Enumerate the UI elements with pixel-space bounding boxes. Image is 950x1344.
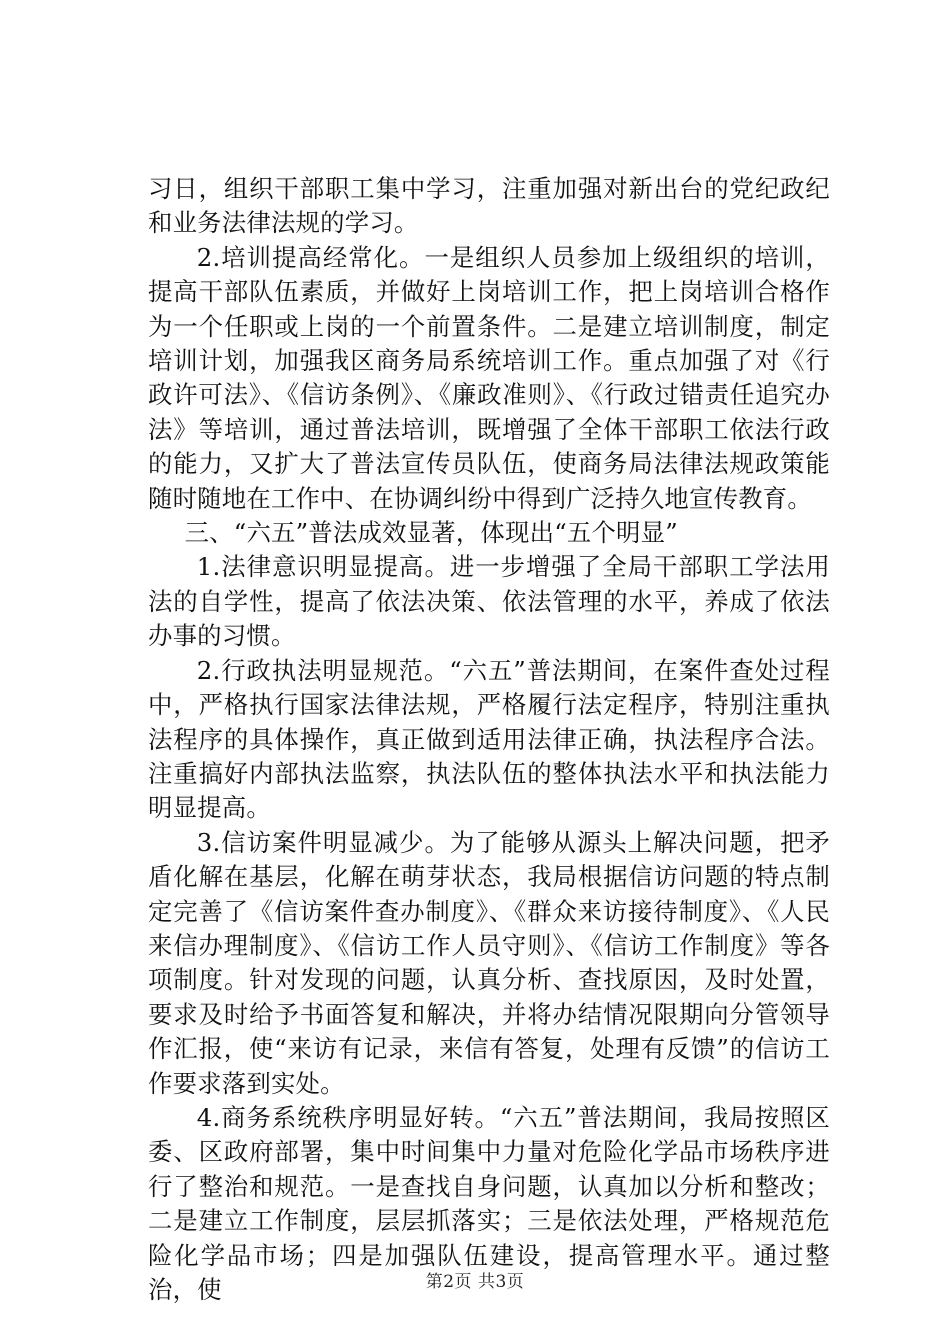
paragraph-legal-awareness: 1.法律意识明显提高。进一步增强了全局干部职工学法用法的自学性，提高了依法决策、依法管理的水平，养成了依法办事的习惯。 — [148, 552, 830, 651]
document-body — [148, 172, 830, 1307]
paragraph-commerce-order: 4.商务系统秩序明显好转。“六五”普法期间，我局按照区委、区政府部署，集中时间集中力量对危险化学品市场秩序进行了整治和规范。一是查找自身问题，认真加以分析和整改；二是建立工作制度，层层抓落实；三是依法处理，严格规范危险化学品市场；四是加强队伍建设，提高管理水平。通过整治，使 — [148, 1102, 830, 1304]
paragraph-law-enforcement: 2.行政执法明显规范。“六五”普法期间，在案件查处过程中，严格执行国家法律法规，严格履行法定程序，特别注重执法程序的具体操作，真正做到适用法律正确，执法程序合法。注重搞好内部执法监察，执法队伍的整体执法水平和执法能力明显提高。 — [148, 655, 830, 823]
paragraph-petition-cases: 3.信访案件明显减少。为了能够从源头上解决问题，把矛盾化解在基层，化解在萌芽状态，我局根据信访问题的特点制定完善了《信访案件查办制度》、《群众来访接待制度》、《人民来信办理制度》、《信访工作人员守则》、《信访工作制度》等各项制度。针对发现的问题，认真分析、查找原因，及时处置，要求及时给予书面答复和解决，并将办结情况限期向分管领导作汇报，使“来访有记录，来信有答复，处理有反馈”的信访工作要求落到实处。 — [148, 827, 830, 1098]
paragraph-continuation: 习日，组织干部职工集中学习，注重加强对新出台的党纪政纪和业务法律法规的学习。 — [148, 174, 830, 238]
section-heading: 三、“六五”普法成效显著，体现出“五个明显” — [184, 518, 678, 548]
paragraph-training: 2.培训提高经常化。一是组织人员参加上级组织的培训，提高干部队伍素质，并做好上岗培训工作，把上岗培训合格作为一个任职或上岗的一个前置条件。二是建立培训制度，制定培训计划，加强我区商务局系统培训工作。重点加强了对《行政许可法》、《信访条例》、《廉政准则》、《行政过错责任追究办法》等培训，通过普法培训，既增强了全体干部职工依法行政的能力，又扩大了普法宣传员队伍，使商务局法律法规政策能随时随地在工作中、在协调纠纷中得到广泛持久地宣传教育。 — [148, 242, 830, 513]
page-number-footer: 第2页 共3页 — [425, 1272, 525, 1292]
